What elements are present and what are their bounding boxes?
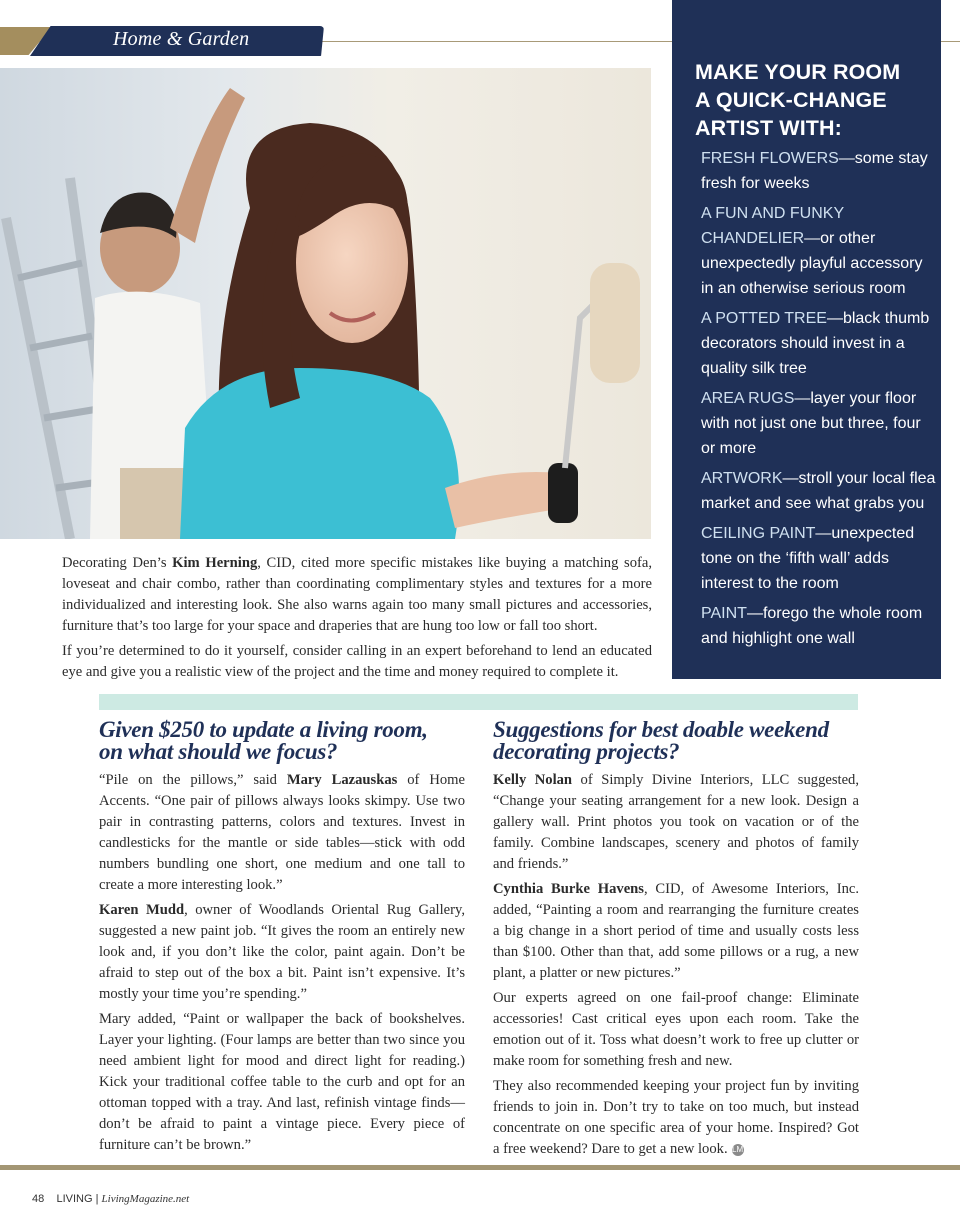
list-item bbox=[701, 201, 936, 301]
intro-text bbox=[62, 553, 652, 687]
expert-name: Mary Lazauskas bbox=[286, 772, 398, 788]
heading-line: on what should we focus? bbox=[99, 739, 338, 764]
page-number: 48 bbox=[32, 1193, 45, 1205]
tip-term: A POTTED TREE bbox=[701, 310, 827, 327]
text-run: Decorating Den’s bbox=[62, 555, 173, 571]
sidebar-title bbox=[695, 58, 935, 142]
article-paragraph: Our experts agreed on one fail-proof change: Eliminate accessories! Cast critical eyes upon each room. Take the emotion out of it. Toss what doesn’t work to free up clutter or make room for something fresh and new. bbox=[493, 990, 859, 1069]
couple-painting-photo bbox=[0, 68, 651, 539]
tip-desc: —layer your floor with not just one but three, four or more bbox=[701, 390, 921, 457]
tip-desc: —black thumb decorators should invest in a quality silk tree bbox=[701, 310, 930, 377]
magazine-website: LivingMagazine.net bbox=[101, 1193, 190, 1205]
list-item bbox=[701, 386, 936, 461]
tip-term: CEILING PAINT bbox=[701, 525, 816, 542]
text-run: “Pile on the pillows,” said bbox=[99, 772, 287, 788]
tip-desc: —unexpected tone on the ‘fifth wall’ adds interest to the room bbox=[701, 525, 915, 592]
list-item bbox=[701, 146, 936, 196]
article-paragraph bbox=[99, 900, 465, 1005]
tip-term: PAINT bbox=[701, 605, 747, 622]
list-item bbox=[701, 601, 936, 651]
end-mark-icon: LM bbox=[732, 1144, 744, 1154]
sidebar-list bbox=[701, 146, 936, 656]
text-run: , CID, of Awesome Interiors, Inc. added, “Painting a room and rearranging the furniture creates a big change in a short period of time and usually costs less than $100. Other than that, add some pillows or a rug, a new plant, a platter or new pictures.” bbox=[493, 881, 859, 981]
section-label: Home & Garden bbox=[113, 28, 250, 50]
expert-name: Kelly Nolan bbox=[493, 772, 573, 788]
list-item bbox=[701, 521, 936, 596]
expert-name: Karen Mudd bbox=[99, 902, 185, 918]
right-heading bbox=[493, 719, 859, 763]
article-paragraph bbox=[99, 770, 465, 896]
expert-name: Kim Herning bbox=[172, 555, 258, 571]
text-run: They also recommended keeping your project fun by inviting friends to join in. Don’t try to take on too much, but instead concentrate on one specific area of your home. Inspired? Got a free weekend? Dare to get a new look. bbox=[493, 1078, 859, 1157]
intro-paragraph bbox=[62, 553, 652, 637]
tip-desc: —stroll your local flea market and see what grabs you bbox=[701, 470, 936, 512]
footer-rule bbox=[0, 1165, 960, 1170]
article-paragraph bbox=[493, 879, 859, 984]
sidebar-title-line: ARTIST WITH: bbox=[695, 116, 842, 140]
tip-term: FRESH FLOWERS bbox=[701, 150, 839, 167]
list-item bbox=[701, 466, 936, 516]
article-paragraph bbox=[493, 1076, 859, 1160]
heading-line: Suggestions for best doable weekend bbox=[493, 717, 829, 742]
magazine-name: LIVING bbox=[56, 1193, 93, 1205]
sidebar-title-line: A QUICK-CHANGE bbox=[695, 88, 887, 112]
intro-paragraph: If you’re determined to do it yourself, consider calling in an expert beforehand to lend an educated eye and give you a realistic view of the project and the time and money required to complete it. bbox=[62, 643, 652, 680]
expert-name: Cynthia Burke Havens bbox=[493, 881, 644, 897]
footer-separator: | bbox=[95, 1193, 99, 1205]
list-item bbox=[701, 306, 936, 381]
tip-term: A FUN AND FUNKY CHANDELIER bbox=[701, 205, 844, 247]
text-run: , owner of Woodlands Oriental Rug Gallery, suggested a new paint job. “It gives the room an entirely new look and, if you don’t like the color, paint again. Don’t be afraid to step out of the box a bit. Paint isn’t expensive. It’s mostly your time you’re spending.” bbox=[99, 902, 465, 1002]
page-footer bbox=[32, 1193, 189, 1205]
tip-term: AREA RUGS bbox=[701, 390, 795, 407]
tip-desc: —forego the whole room and highlight one wall bbox=[701, 605, 923, 647]
article-paragraph: Mary added, “Paint or wallpaper the back of bookshelves. Layer your lighting. (Four lamps are better than two since you need ambient light for mood and direct light for reading.) Kick your traditional coffee table to the curb and opt for an ottoman topped with a tray. And last, refinish vintage finds—don’t be afraid to paint a vintage piece. Every piece of furniture can’t be brown.” bbox=[99, 1011, 465, 1153]
tip-desc: —or other unexpectedly playful accessory in an otherwise serious room bbox=[701, 230, 923, 297]
text-run: of Simply Divine Interiors, LLC suggested, “Change your seating arrangement for a new look. Design a gallery wall. Print photos you took on vacation or of the family. Combine landscapes, scenery and photos of family and friends.” bbox=[493, 772, 859, 872]
sidebar-title-line: MAKE YOUR ROOM bbox=[695, 60, 901, 84]
photo-illustration bbox=[0, 68, 651, 539]
heading-line: Given $250 to update a living room, bbox=[99, 717, 428, 742]
tip-term: ARTWORK bbox=[701, 470, 783, 487]
tips-sidebar bbox=[672, 0, 941, 679]
text-run: of Home Accents. “One pair of pillows always looks skimpy. Use two pair in contrasting patterns, colors and textures. Invest in candlesticks for the mantle or side tables—stick with odd numbers bundling one short, one medium and one tall to create a more interesting look.” bbox=[99, 772, 465, 893]
heading-line: decorating projects? bbox=[493, 739, 680, 764]
text-run: , CID, cited more specific mistakes like buying a matching sofa, loveseat and chair combo, rather than coordinating complimentary styles and textures for a more individualized and interesting look. She also warns again too many small pictures and accessories, furniture that’s too large for your space and draperies that are hung too low or fall too short. bbox=[62, 555, 652, 634]
left-column bbox=[99, 719, 465, 1160]
left-heading bbox=[99, 719, 465, 763]
tip-desc: —some stay fresh for weeks bbox=[701, 150, 928, 192]
article-paragraph bbox=[493, 770, 859, 875]
section-divider-bar bbox=[99, 694, 858, 710]
right-column bbox=[493, 719, 859, 1164]
